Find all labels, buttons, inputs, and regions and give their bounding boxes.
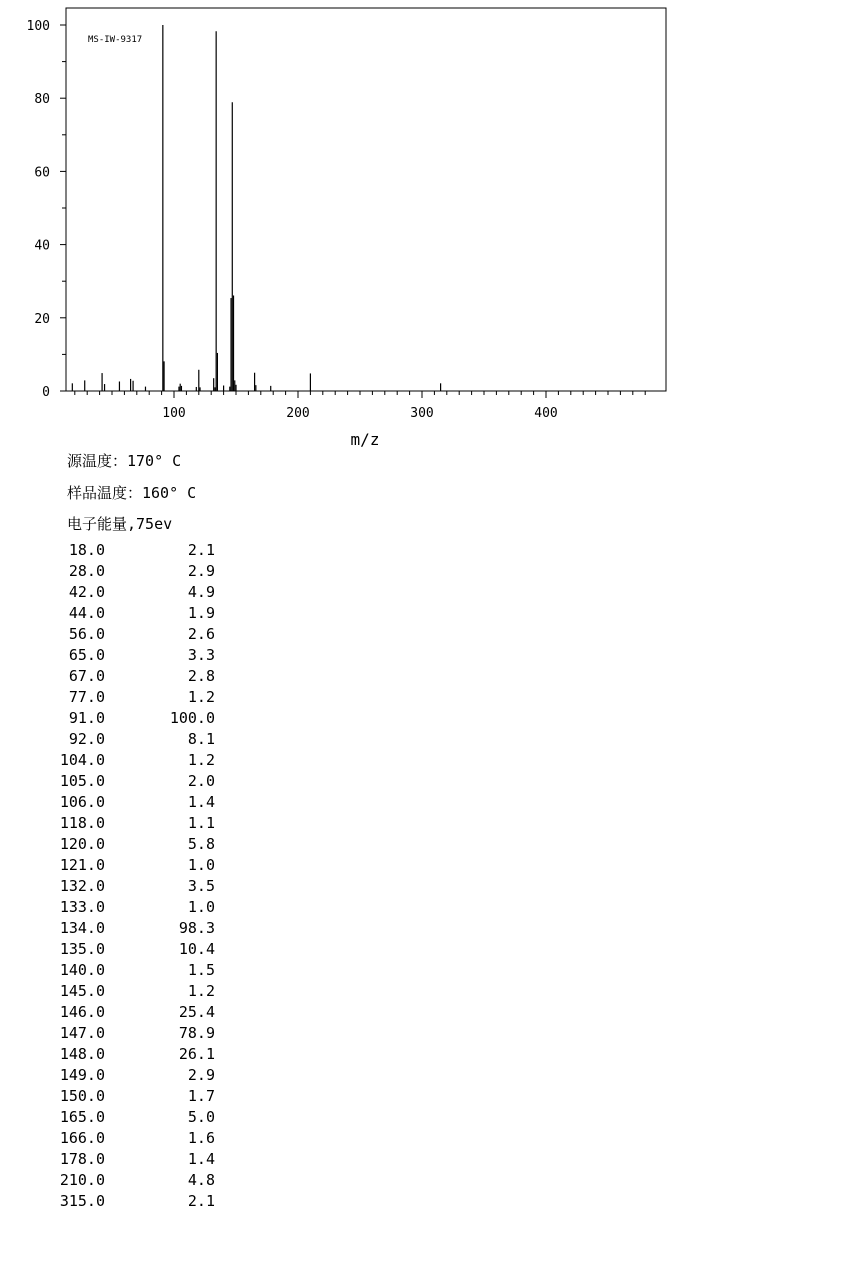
peak-table-row bbox=[0, 940, 260, 961]
peak-table-row bbox=[0, 1129, 260, 1150]
y-axis bbox=[27, 19, 66, 400]
peak-table-row bbox=[0, 541, 260, 562]
peak-mz-value: 147.0 bbox=[59, 1024, 105, 1042]
peak-intensity-value: 1.2 bbox=[187, 688, 215, 706]
peak-mz-value: 105.0 bbox=[59, 772, 105, 790]
peak-table-row bbox=[0, 646, 260, 667]
sample-temperature: 样品温度：160° C bbox=[67, 484, 197, 502]
peak-table-row bbox=[0, 625, 260, 646]
spectrum-id-label: MS-IW-9317 bbox=[88, 35, 143, 45]
peak-intensity-value: 2.1 bbox=[187, 1192, 215, 1210]
peak-table-row bbox=[0, 1108, 260, 1129]
peak-table-row bbox=[0, 604, 260, 625]
peak-intensity-value: 3.5 bbox=[187, 877, 215, 895]
peak-intensity-value: 1.0 bbox=[187, 856, 215, 874]
electron-energy: 电子能量,75ev bbox=[67, 515, 173, 533]
x-axis-label: m/z bbox=[350, 430, 380, 449]
peak-intensity-value: 1.4 bbox=[187, 793, 215, 811]
peak-table-row bbox=[0, 1171, 260, 1192]
peak-table-row bbox=[0, 1045, 260, 1066]
mass-spectrum-chart bbox=[0, 0, 850, 460]
peak-table-row bbox=[0, 730, 260, 751]
peak-intensity-value: 78.9 bbox=[178, 1024, 215, 1042]
y-tick-label: 80 bbox=[34, 92, 50, 108]
peak-mz-value: 150.0 bbox=[59, 1087, 105, 1105]
peak-intensity-value: 2.1 bbox=[187, 541, 215, 559]
peak-mz-value: 132.0 bbox=[59, 877, 105, 895]
peak-table-row bbox=[0, 1150, 260, 1171]
peak-intensity-value: 2.8 bbox=[187, 667, 215, 685]
peak-intensity-value: 4.8 bbox=[187, 1171, 215, 1189]
peak-mz-value: 91.0 bbox=[68, 709, 105, 727]
y-tick-label: 100 bbox=[26, 19, 50, 34]
peak-mz-value: 18.0 bbox=[68, 541, 105, 559]
peak-table-row bbox=[0, 856, 260, 877]
peak-table-row bbox=[0, 1192, 260, 1213]
x-tick-label: 400 bbox=[534, 406, 558, 421]
peak-mz-value: 315.0 bbox=[59, 1192, 105, 1210]
peak-intensity-value: 2.0 bbox=[187, 772, 215, 790]
peak-mz-value: 149.0 bbox=[59, 1066, 105, 1084]
peak-mz-value: 135.0 bbox=[59, 940, 105, 958]
peak-table-row bbox=[0, 772, 260, 793]
peak-mz-value: 145.0 bbox=[59, 982, 105, 1000]
peak-table-row bbox=[0, 751, 260, 772]
peak-intensity-value: 2.9 bbox=[187, 562, 215, 580]
peak-mz-value: 42.0 bbox=[68, 583, 105, 601]
peak-mz-value: 77.0 bbox=[68, 688, 105, 706]
peak-intensity-value: 10.4 bbox=[178, 940, 215, 958]
y-tick-label: 0 bbox=[42, 385, 50, 400]
peak-table-row bbox=[0, 814, 260, 835]
peak-mz-value: 134.0 bbox=[59, 919, 105, 937]
peak-intensity-value: 25.4 bbox=[178, 1003, 215, 1021]
x-tick-label: 100 bbox=[162, 406, 186, 421]
peak-intensity-value: 4.9 bbox=[187, 583, 215, 601]
peak-mz-value: 44.0 bbox=[68, 604, 105, 622]
peak-table-row bbox=[0, 667, 260, 688]
y-tick-label: 40 bbox=[34, 238, 50, 254]
peak-mz-value: 178.0 bbox=[59, 1150, 105, 1168]
peak-table-row bbox=[0, 919, 260, 940]
peak-intensity-value: 1.7 bbox=[187, 1087, 215, 1105]
peak-table-row bbox=[0, 709, 260, 730]
peak-mz-value: 120.0 bbox=[59, 835, 105, 853]
peak-table-row bbox=[0, 898, 260, 919]
peak-intensity-value: 8.1 bbox=[187, 730, 215, 748]
source-temperature: 源温度：170° C bbox=[67, 452, 182, 470]
peak-intensity-value: 2.9 bbox=[187, 1066, 215, 1084]
peak-intensity-value: 1.2 bbox=[187, 751, 215, 769]
peak-mz-value: 140.0 bbox=[59, 961, 105, 979]
peak-table-row bbox=[0, 982, 260, 1003]
peak-mz-value: 106.0 bbox=[59, 793, 105, 811]
peak-mz-value: 92.0 bbox=[68, 730, 105, 748]
peak-table-row bbox=[0, 583, 260, 604]
peak-table-row bbox=[0, 1003, 260, 1024]
peak-mz-value: 121.0 bbox=[59, 856, 105, 874]
peak-table-row bbox=[0, 688, 260, 709]
peak-intensity-value: 2.6 bbox=[187, 625, 215, 643]
peak-table-row bbox=[0, 835, 260, 856]
peak-mz-value: 118.0 bbox=[59, 814, 105, 832]
peak-table-row bbox=[0, 1024, 260, 1045]
peak-mz-value: 56.0 bbox=[68, 625, 105, 643]
peak-mz-value: 65.0 bbox=[68, 646, 105, 664]
peak-table-row bbox=[0, 961, 260, 982]
peak-mz-value: 210.0 bbox=[59, 1171, 105, 1189]
peak-table-row bbox=[0, 1087, 260, 1108]
peak-table-row bbox=[0, 877, 260, 898]
peak-intensity-value: 1.2 bbox=[187, 982, 215, 1000]
plot-frame bbox=[66, 8, 666, 391]
peak-intensity-value: 26.1 bbox=[178, 1045, 215, 1063]
peak-intensity-value: 3.3 bbox=[187, 646, 215, 664]
peak-table-row bbox=[0, 1066, 260, 1087]
peak-intensity-value: 1.6 bbox=[187, 1129, 215, 1147]
x-tick-label: 300 bbox=[410, 406, 434, 421]
peak-mz-value: 165.0 bbox=[59, 1108, 105, 1126]
peak-mz-value: 28.0 bbox=[68, 562, 105, 580]
y-tick-label: 20 bbox=[34, 311, 50, 327]
peak-mz-value: 104.0 bbox=[59, 751, 105, 769]
peak-mz-value: 148.0 bbox=[59, 1045, 105, 1063]
peak-mz-value: 67.0 bbox=[68, 667, 105, 685]
peak-intensity-value: 1.9 bbox=[187, 604, 215, 622]
peak-table-row bbox=[0, 562, 260, 583]
peak-mz-value: 166.0 bbox=[59, 1129, 105, 1147]
peak-mz-value: 146.0 bbox=[59, 1003, 105, 1021]
peak-mz-value: 133.0 bbox=[59, 898, 105, 916]
y-tick-label: 60 bbox=[34, 165, 50, 181]
peak-intensity-value: 100.0 bbox=[169, 709, 215, 727]
peak-table-row bbox=[0, 793, 260, 814]
peak-intensity-value: 98.3 bbox=[178, 919, 215, 937]
x-tick-label: 200 bbox=[286, 406, 310, 421]
peak-intensity-value: 5.8 bbox=[187, 835, 215, 853]
peak-intensity-value: 5.0 bbox=[187, 1108, 215, 1126]
peak-intensity-value: 1.0 bbox=[187, 898, 215, 916]
spectrum-peaks bbox=[72, 25, 440, 391]
peak-intensity-value: 1.5 bbox=[187, 961, 215, 979]
x-axis bbox=[75, 391, 645, 421]
peak-intensity-value: 1.4 bbox=[187, 1150, 215, 1168]
peak-intensity-value: 1.1 bbox=[187, 814, 215, 832]
